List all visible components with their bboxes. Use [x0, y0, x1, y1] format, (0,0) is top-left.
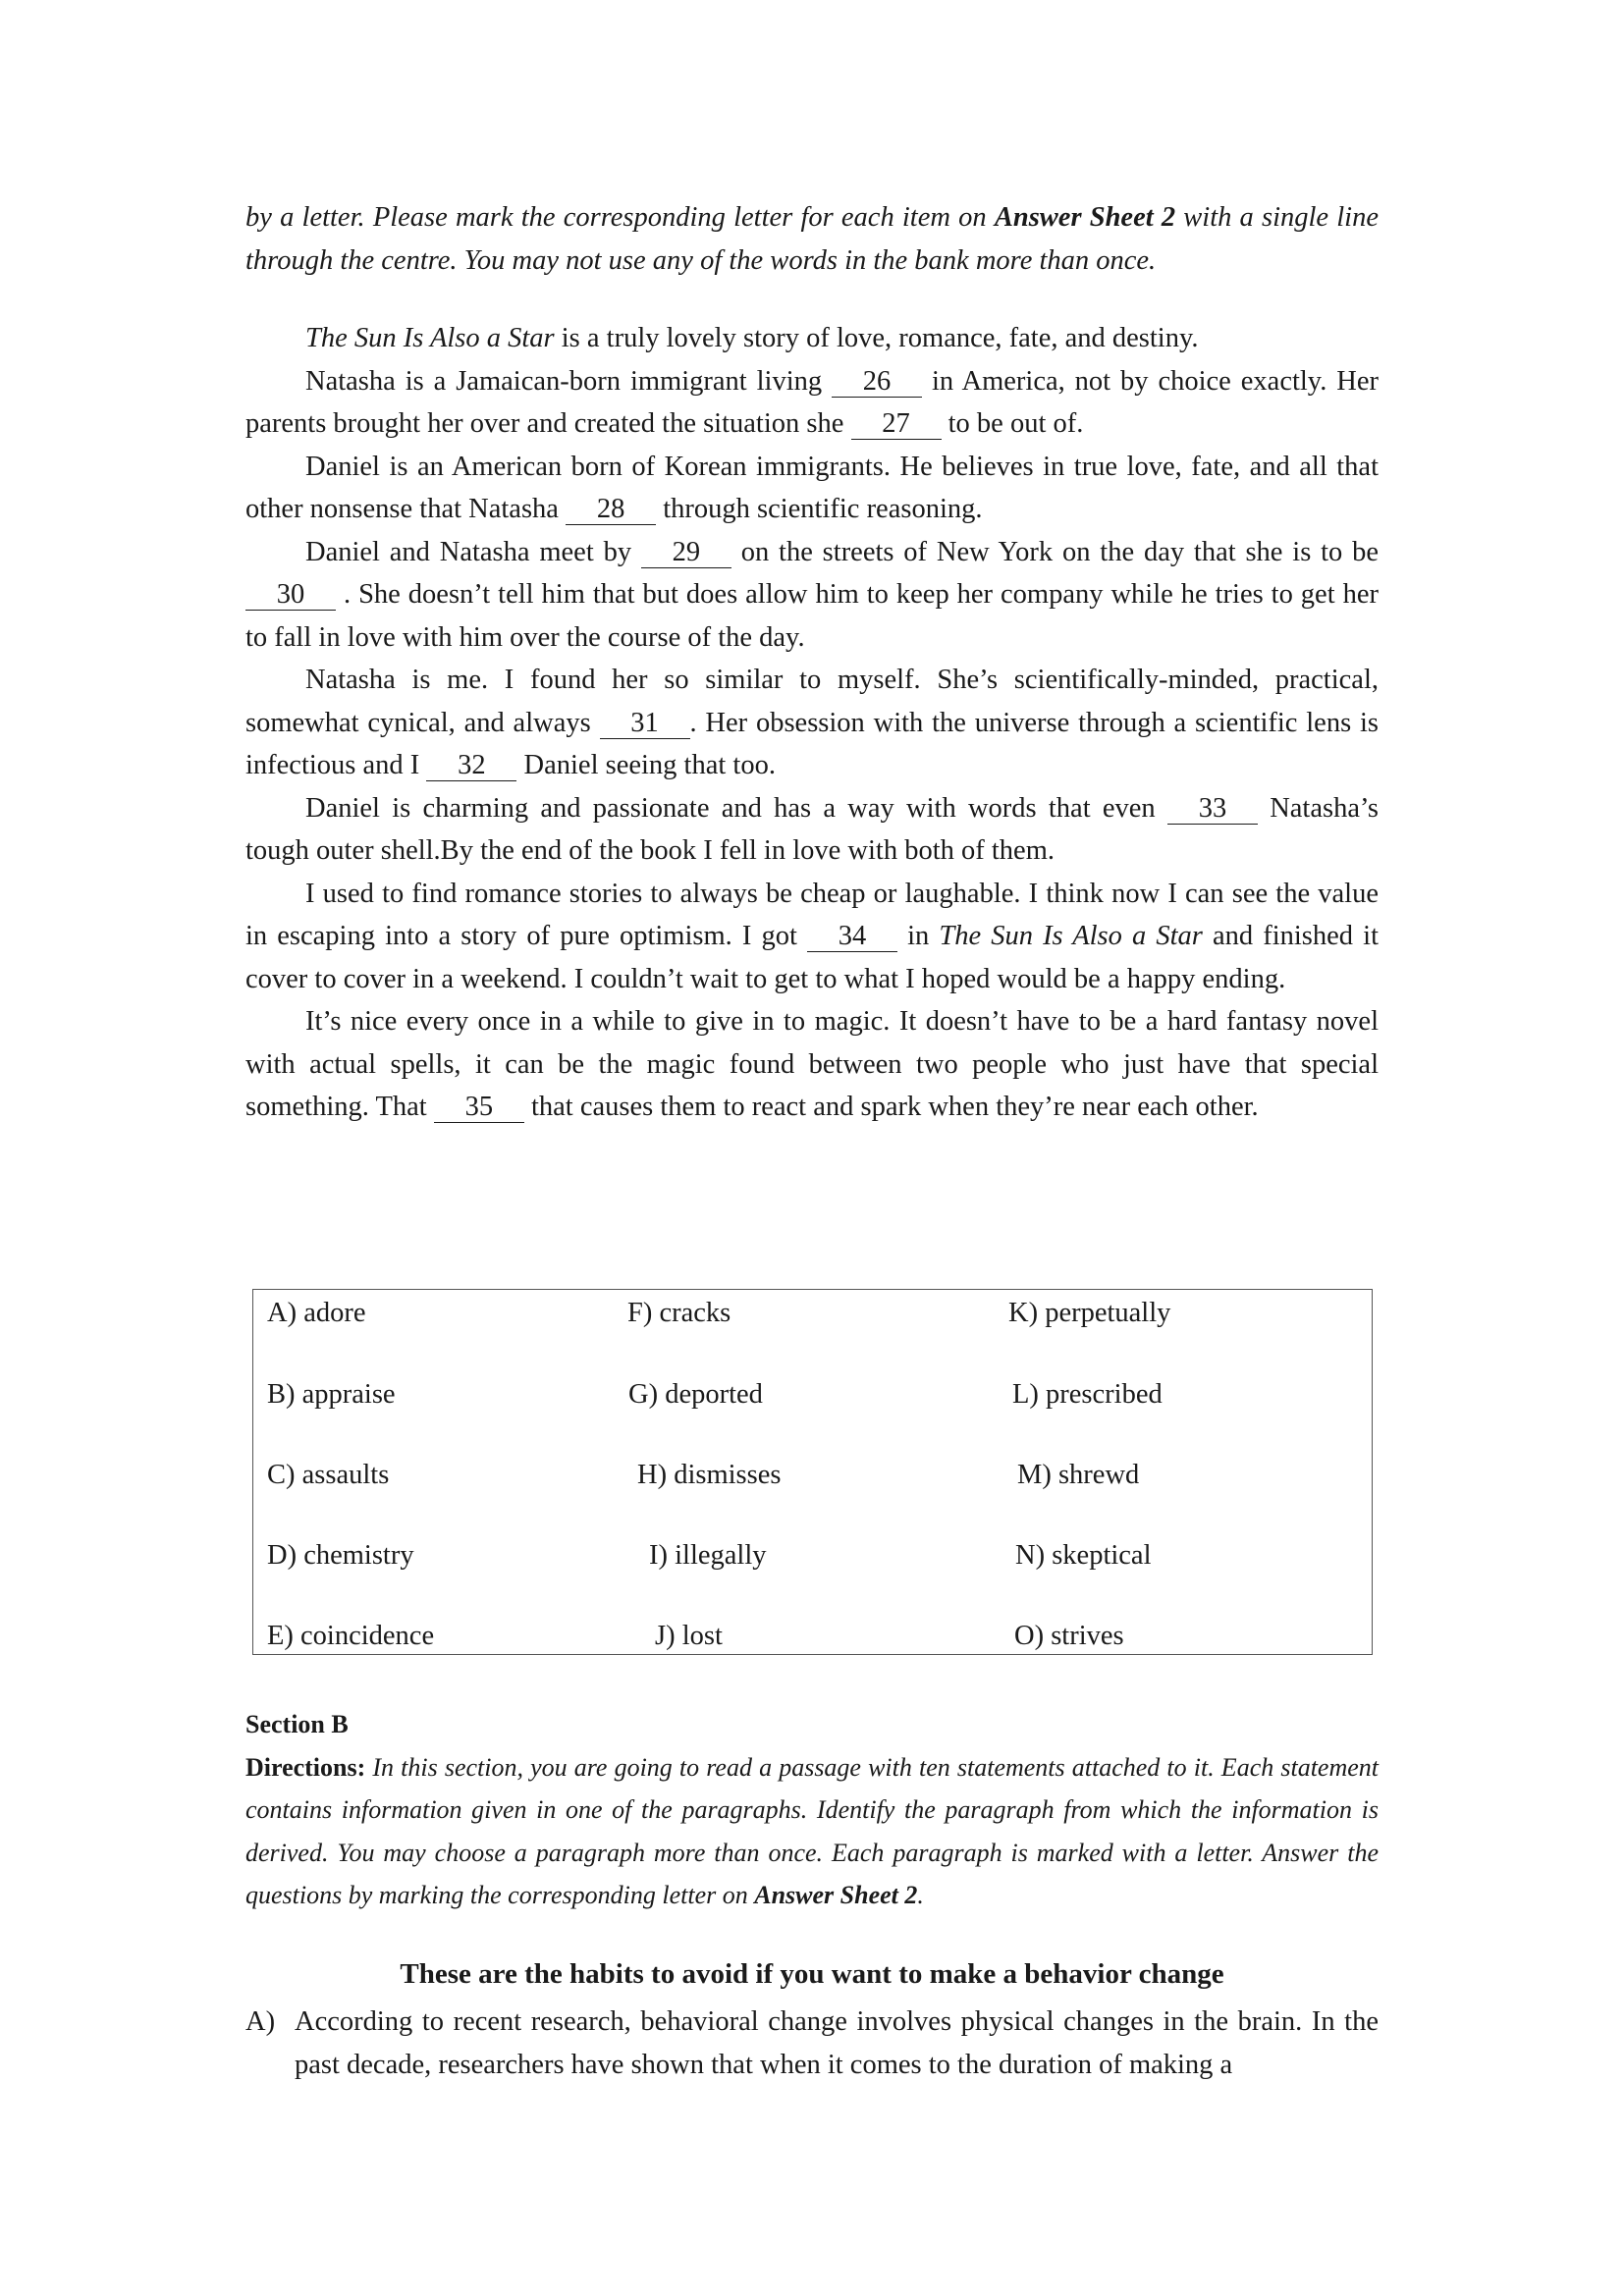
section-heading: Section B [245, 1710, 349, 1738]
paragraph-2: Natasha is a Jamaican-born immigrant living 26 in America, not by choice exactly. Her parents brought her over and created the situation she 27 to be out of. [245, 365, 1379, 439]
word-option[interactable]: N) skeptical [1015, 1540, 1152, 1571]
word-option[interactable]: I) illegally [649, 1540, 767, 1571]
word-option[interactable]: F) cracks [627, 1298, 731, 1328]
word-option[interactable]: J) lost [655, 1621, 723, 1651]
blank-26[interactable]: 26 [832, 367, 922, 398]
answer-sheet-ref: Answer Sheet 2 [994, 202, 1176, 233]
blank-33[interactable]: 33 [1167, 794, 1258, 825]
instructions: by a letter. Please mark the corresponding letter for each item on Answer Sheet 2 with a single line through the centre. You may not use any of the words in the bank more than once. [245, 202, 1379, 276]
blank-32[interactable]: 32 [426, 751, 516, 781]
section-b [245, 1703, 1379, 1917]
book-title: The Sun Is Also a Star [939, 921, 1203, 951]
word-option[interactable]: B) appraise [267, 1379, 396, 1410]
blank-30[interactable]: 30 [245, 580, 336, 611]
word-option[interactable]: E) coincidence [267, 1621, 435, 1651]
paragraph-5: Natasha is me. I found her so similar to myself. She’s scientifically-minded, practical, somewhat cynical, and always 31 . Her obsession with the universe through a scientific lens is infectious and I 32 Daniel seeing that too. [245, 665, 1379, 780]
word-option[interactable]: M) shrewd [1017, 1460, 1140, 1490]
word-option[interactable]: L) prescribed [1012, 1379, 1163, 1410]
paragraph-4: Daniel and Natasha meet by 29 on the streets of New York on the day that she is to be 30 . She doesn’t tell him that but does allow him to keep her company while he tries to get her to fall in love with him over the course of the day. [245, 536, 1379, 653]
word-option[interactable]: C) assaults [267, 1460, 390, 1490]
paragraph-8: It’s nice every once in a while to give in to magic. It doesn’t have to be a hard fantasy novel with actual spells, it can be the magic found between two people who just have that special something. That 35 that causes them to react and spark when they’re near each other. [245, 1006, 1379, 1122]
paragraph-6: Daniel is charming and passionate and has a way with words that even 33 Natasha’s tough outer shell.By the end of the book I fell in love with both of them. [245, 792, 1379, 866]
word-option[interactable]: A) adore [267, 1298, 366, 1328]
word-option[interactable]: O) strives [1014, 1621, 1124, 1651]
blank-34[interactable]: 34 [807, 922, 897, 952]
word-bank [252, 1289, 1373, 1655]
word-option[interactable]: D) chemistry [267, 1540, 414, 1571]
paragraph-label: A) [245, 2006, 276, 2037]
paragraph-3: Daniel is an American born of Korean immigrants. He believes in true love, fate, and all that other nonsense that Natasha 28 through scientific reasoning. [245, 451, 1379, 524]
passage-section [245, 196, 1379, 1129]
article-title: These are the habits to avoid if you want to make a behavior change [400, 1958, 1224, 1990]
blank-28[interactable]: 28 [566, 495, 656, 525]
answer-sheet-ref: Answer Sheet 2 [754, 1881, 918, 1909]
paragraph-1: The Sun Is Also a Star is a truly lovely story of love, romance, fate, and destiny. [305, 323, 1199, 353]
paragraph-7: I used to find romance stories to always be cheap or laughable. I think now I can see the value in escaping into a story of pure optimism. I got 34 in The Sun Is Also a Star and finished it cover to cover in a weekend. I couldn’t wait to get to what I hoped would be a happy ending. [245, 878, 1379, 994]
word-option[interactable]: G) deported [628, 1379, 763, 1410]
paragraph-a [245, 2001, 1379, 2086]
blank-27[interactable]: 27 [851, 409, 942, 440]
blank-35[interactable]: 35 [434, 1093, 524, 1123]
paragraph-text: According to recent research, behavioral change involves physical changes in the brain. In the past decade, researchers have shown that when it comes to the duration of making a [295, 2006, 1379, 2080]
book-title: The Sun Is Also a Star [305, 323, 555, 353]
blank-29[interactable]: 29 [641, 538, 731, 568]
word-option[interactable]: K) perpetually [1008, 1298, 1171, 1328]
blank-31[interactable]: 31 [600, 709, 690, 739]
section-directions: Directions: In this section, you are going to read a passage with ten statements attached to it. Each statement contains information given in one of the paragraphs. Identify the paragraph from which the information is derived. You may choose a paragraph more than once. Each paragraph is marked with a letter. Answer the questions by marking the corresponding letter on Answer Sheet 2. [245, 1752, 1379, 1909]
word-option[interactable]: H) dismisses [637, 1460, 782, 1490]
